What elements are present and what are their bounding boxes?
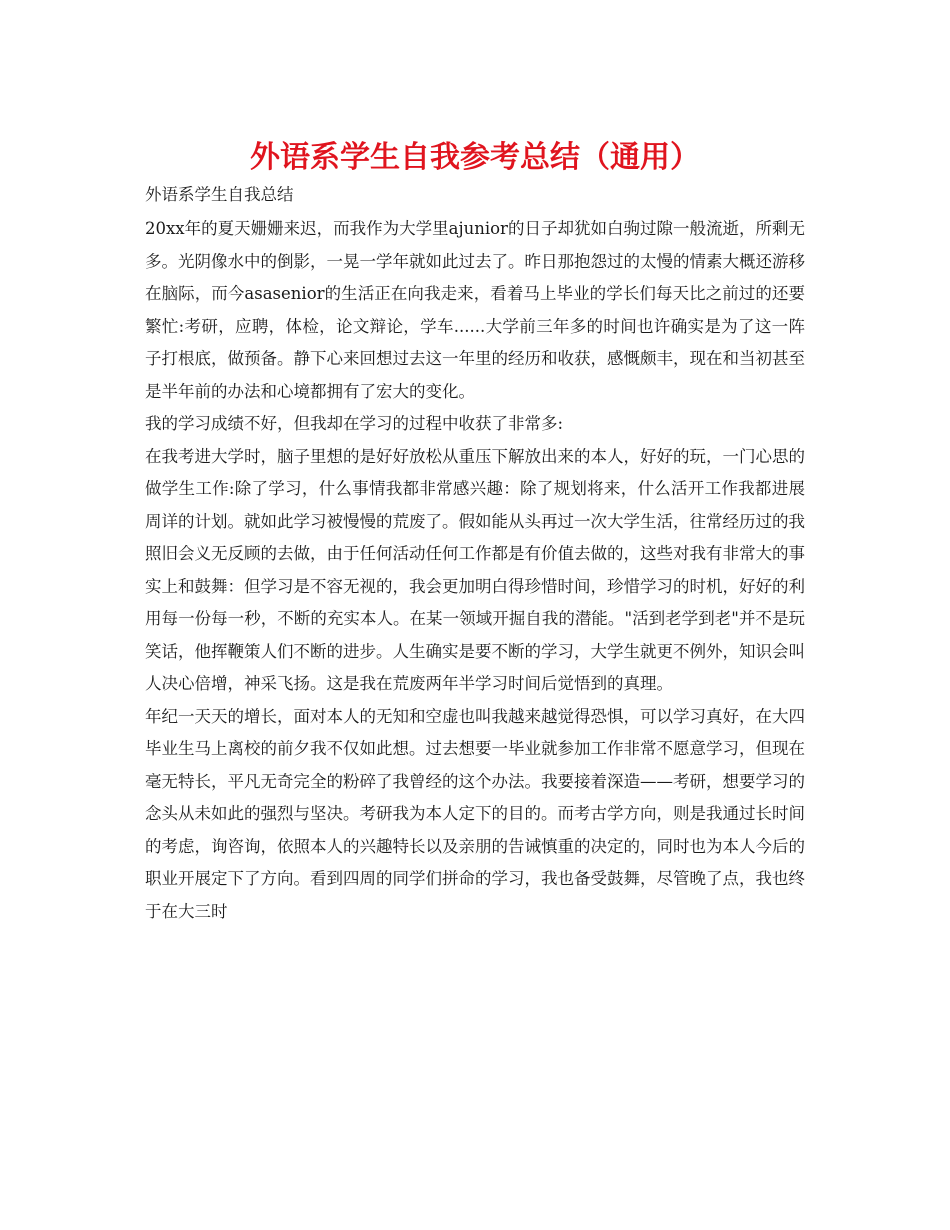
document-title: 外语系学生自我参考总结（通用） — [250, 140, 700, 175]
paragraph-2: 我的学习成绩不好，但我却在学习的过程中收获了非常多: — [145, 414, 564, 433]
document-subtitle: 外语系学生自我总结 — [145, 185, 294, 204]
paragraph-1: 20xx年的夏天姗姗来迟，而我作为大学里ajunior的日子却犹如白驹过隙一般流逝，所剩无多。光阴像水中的倒影，一晃一学年就如此过去了。昨日那抱怨过的太慢的情素大概还游移在脑际，而今asasenior的生活正在向我走来，看着马上毕业的学长们每天比之前过的还要繁忙:考研，应聘，体检，论文辩论，学车......大学前三年多的时间也许确实是为了这一阵子打根底，做预备。静下心来回想过去这一年里的经历和收获，感慨颇丰，现在和当初甚至是半年前的办法和心境都拥有了宏大的变化。 — [145, 219, 805, 401]
paragraph-4: 年纪一天天的增长，面对本人的无知和空虚也叫我越来越觉得恐惧，可以学习真好，在大四毕业生马上离校的前夕我不仅如此想。过去想要一毕业就参加工作非常不愿意学习，但现在毫无特长，平凡无奇完全的粉碎了我曾经的这个办法。我要接着深造——考研，想要学习的念头从未如此的强烈与坚决。考研我为本人定下的目的。而考古学方向，则是我通过长时间的考虑，询咨询，依照本人的兴趣特长以及亲朋的告诫慎重的决定的，同时也为本人今后的职业开展定下了方向。看到四周的同学们拼命的学习，我也备受鼓舞，尽管晚了点，我也终于在大三时 — [145, 706, 805, 921]
document-page — [145, 138, 805, 928]
paragraph-3: 在我考进大学时，脑子里想的是好好放松从重压下解放出来的本人，好好的玩，一门心思的做学生工作:除了学习，什么事情我都非常感兴趣：除了规划将来，什么活开工作我都进展周详的计划。就如此学习被慢慢的荒废了。假如能从头再过一次大学生活，往常经历过的我照旧会义无反顾的去做，由于任何活动任何工作都是有价值去做的，这些对我有非常大的事实上和鼓舞：但学习是不容无视的，我会更加明白得珍惜时间，珍惜学习的时机，好好的利用每一份每一秒，不断的充实本人。在某一领域开掘自我的潜能。"活到老学到老"并不是玩笑话，他挥鞭策人们不断的进步。人生确实是要不断的学习，大学生就更不例外，知识会叫人决心倍增，神采飞扬。这是我在荒废两年半学习时间后觉悟到的真理。 — [145, 446, 805, 693]
